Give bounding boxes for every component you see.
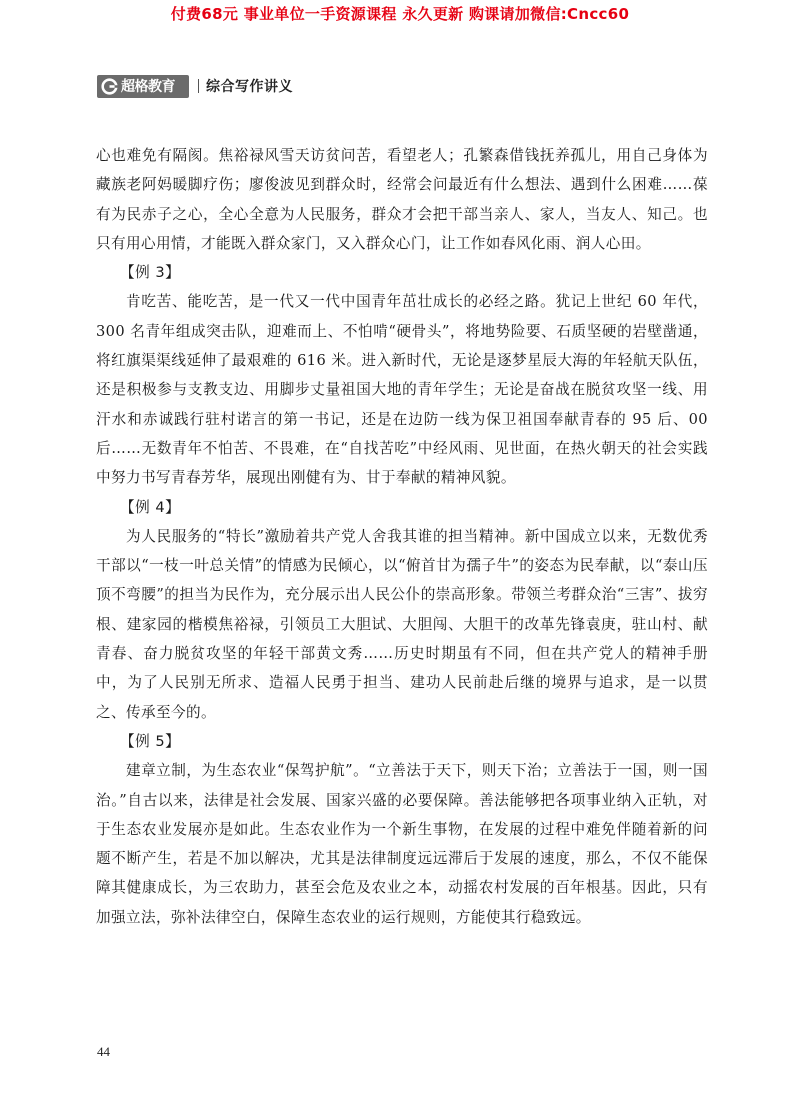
example-label-3: 【例 3】: [120, 264, 181, 282]
brand-logo: [97, 75, 189, 98]
brand-logo-text: 超格教育: [121, 79, 175, 95]
header-divider: [198, 79, 199, 93]
example-paragraph-4: 为人民服务的“特长”激励着共产党人舍我其谁的担当精神。新中国成立以来，无数优秀干部以“一枝一叶总关情”的情感为民倾心，以“俯首甘为孺子牛”的姿态为民奉献，以“泰山压顶不弯腰”的担当为民作为，充分展示出人民公仆的崇高形象。带领兰考群众治“三害”、拔穷根、建家园的楷模焦裕禄，引领员工大胆试、大胆闯、大胆干的改革先锋袁庚，驻山村、献青春、奋力脱贫攻坚的年轻干部黄文秀……历史时期虽有不同，但在共产党人的精神手册中，为了人民别无所求、造福人民勇于担当、建功人民前赴后继的境界与追求，是一以贯之、传承至今的。: [96, 527, 708, 721]
brand-logo-icon: [101, 78, 118, 95]
example-label-5: 【例 5】: [120, 732, 181, 750]
example-paragraph-3: 肯吃苦、能吃苦，是一代又一代中国青年茁壮成长的必经之路。犹记上世纪 60 年代，300 名青年组成突击队，迎难而上、不怕啃“硬骨头”，将地势险要、石质坚硬的岩壁凿通，将红旗渠渠线延伸了最艰难的 616 米。进入新时代，无论是逐梦星辰大海的年轻航天队伍，还是积极参与支教支边、用脚步丈量祖国大地的青年学生；无论是奋战在脱贫攻坚一线、用汗水和赤诚践行驻村诺言的第一书记，还是在边防一线为保卫祖国奉献青春的 95 后、00 后……无数青年不怕苦、不畏难，在“自找苦吃”中经风雨、见世面，在热火朝天的社会实践中努力书写青春芳华，展现出刚健有为、甘于奉献的精神风貌。: [96, 293, 708, 487]
promo-banner: 付费68元 事业单位一手资源课程 永久更新 购课请加微信:Cncc60: [170, 5, 630, 23]
section-title: 综合写作讲义: [206, 79, 293, 95]
continuation-paragraph: 心也难免有隔阂。焦裕禄风雪天访贫问苦，看望老人；孔繁森借钱抚养孤儿，用自己身体为藏族老阿妈暖脚疗伤；廖俊波见到群众时，经常会问最近有什么想法、遇到什么困难……葆有为民赤子之心，全心全意为人民服务，群众才会把干部当亲人、家人，当友人、知己。也只有用心用情，才能既入群众家门，又入群众心门，让工作如春风化雨、润人心田。: [96, 147, 708, 252]
page-content: [96, 141, 708, 932]
page-header: [97, 74, 293, 98]
example-paragraph-5: 建章立制，为生态农业“保驾护航”。“立善法于天下，则天下治；立善法于一国，则一国治。”自古以来，法律是社会发展、国家兴盛的必要保障。善法能够把各项事业纳入正轨，对于生态农业发展亦是如此。生态农业作为一个新生事物，在发展的过程中难免伴随着新的问题不断产生，若是不加以解决，尤其是法律制度远远滞后于发展的速度，那么，不仅不能保障其健康成长，为三农助力，甚至会危及农业之本，动摇农村发展的百年根基。因此，只有加强立法，弥补法律空白，保障生态农业的运行规则，方能使其行稳致远。: [96, 762, 708, 926]
example-label-4: 【例 4】: [120, 498, 181, 516]
page-number: 44: [97, 1044, 110, 1059]
